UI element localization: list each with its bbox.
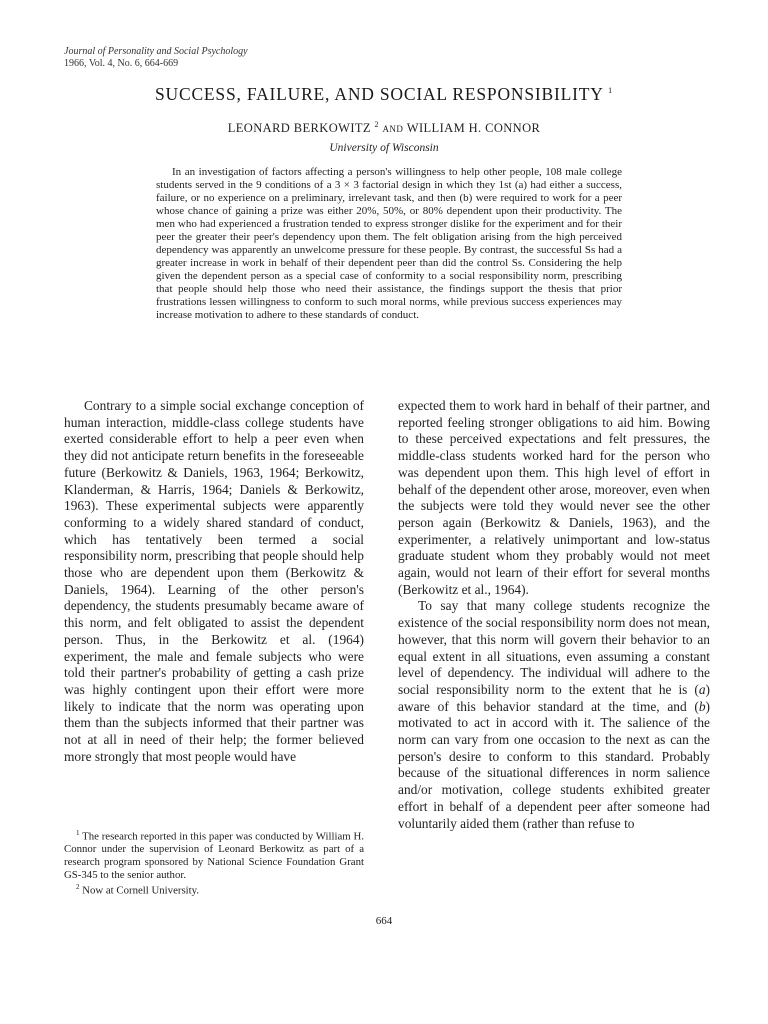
author-line	[0, 120, 768, 136]
paragraph-segment: ) motivated to act in accord with it. The salience of the norm can vary from one occasion to the next as can the person's desire to conform to this standard. Probably because of the situational differences in norm salience and/or motivation, college students exhibited greater effort in behalf of a dependent peer after someone had voluntarily aided them (rather than refuse to	[398, 698, 710, 831]
affiliation: University of Wisconsin	[329, 142, 439, 154]
paragraph-segment: To say that many college students recognize the existence of the social responsibility norm does not mean, however, that this norm will govern their behavior to an equal extent in all situations, even assuming a constant level of dependency. The individual will adhere to the social responsibility norm to the extent that he is (	[398, 598, 710, 697]
paragraph-segment: ) aware of this behavior standard at the time, and (	[398, 681, 710, 714]
journal-volume: 1966, Vol. 4, No. 6, 664-669	[64, 57, 179, 69]
paragraph: expected them to work hard in behalf of their partner, and reported feeling stronger obligations to aid him. Bowing to these perceived expectations and felt pressures, the middle-class students worked hard for the person who was dependent upon them. This high level of effort in behalf of the dependent other arose, moreover, even when the subjects were told they would never see the other person again (Berkowitz & Daniels, 1963), and the experimenter, a relatively unimportant and low-status graduate student whom they probably would not meet again, would not learn of their effort for several months (Berkowitz et al., 1964).	[398, 398, 710, 597]
enumeration-mark: a	[698, 681, 706, 697]
author-conjunction: AND	[382, 124, 404, 135]
footnote-mark: 1	[76, 829, 80, 837]
paper-title	[0, 84, 768, 105]
enumeration-mark: b	[698, 698, 706, 714]
paper-title-text: SUCCESS, FAILURE, AND SOCIAL RESPONSIBILITY	[155, 84, 603, 104]
footnote-2	[64, 881, 364, 897]
title-footnote-mark: 1	[608, 86, 613, 95]
author-second: WILLIAM H. CONNOR	[406, 121, 541, 136]
abstract: In an investigation of factors affecting a person's willingness to help other people, 108 male college students served in the 9 conditions of a 3 × 3 factorial design in which they 1st (a) had either a success, failure, or no experience on a preliminary, irrelevant task, and then (b) were required to work for a peer whose chance of gaining a prize was either 20%, 50%, or 80% dependent upon their productivity. The men who had experienced a frustration tended to express stronger dislike for the experiment and for their peer the greater their peer's dependency upon them. The felt obligation arising from the high perceived dependency was apparently an unwelcome pressure for these people. By contrast, the successful Ss had a greater increase in work in behalf of their dependent peer than did the control Ss. Considering the help given the dependent person as a special case of conformity to a social responsibility norm, prescribing that people should help those who need their assistance, the findings support the thesis that prior frustrations lessen willingness to conform to such moral norms, while previous success experiences may increase motivation to adhere to these standards of conduct.	[156, 166, 622, 321]
footnote-1	[64, 827, 364, 881]
journal-header	[64, 46, 248, 69]
body-column-right	[398, 398, 710, 832]
author-first-note: 2	[374, 120, 379, 129]
footnotes	[64, 827, 364, 898]
footnote-text: Now at Cornell University.	[82, 885, 200, 897]
footnote-mark: 2	[76, 883, 80, 892]
journal-name: Journal of Personality and Social Psychology	[64, 46, 248, 57]
page-number: 664	[375, 915, 393, 927]
footnote-text: The research reported in this paper was conducted by William H. Connor under the supervision of Leonard Berkowitz as part of a research program sponsored by National Science Foundation Grant GS-345 to the senior author.	[64, 830, 364, 881]
body-column-left	[64, 398, 364, 765]
author-first: LEONARD BERKOWITZ	[227, 121, 371, 136]
paragraph	[398, 598, 710, 832]
paragraph: Contrary to a simple social exchange conception of human interaction, middle-class college students have exerted considerable effort to help a peer even when they did not anticipate return benefits in the foreseeable future (Berkowitz & Daniels, 1963, 1964; Berkowitz, Klanderman, & Harris, 1964; Daniels & Berkowitz, 1963). These experimental subjects were apparently conforming to a widely shared standard of conduct, which has tentatively been termed a social responsibility norm, prescribing that people should help those who are dependent upon them (Berkowitz & Daniels, 1964). Learning of the other person's dependency, the students presumably became aware of this norm, and felt obligated to assist the dependent person. Thus, in the Berkowitz et al. (1964) experiment, the male and female subjects who were told their partner's probability of getting a cash prize was highly contingent upon their effort were more likely to indicate that the norm was operating upon them than the subjects informed that their partner was not at all in need of their help; the former believed more strongly that most people would have	[64, 398, 364, 764]
